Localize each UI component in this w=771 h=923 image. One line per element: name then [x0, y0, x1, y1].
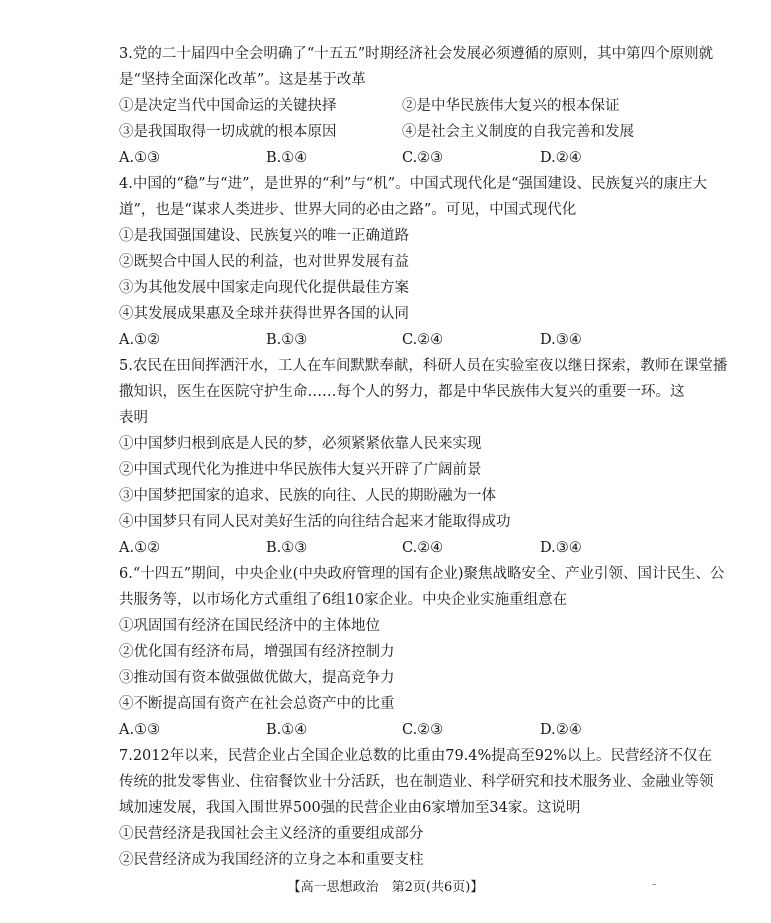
question-3-statement-2: ②是中华民族伟大复兴的根本保证	[402, 98, 620, 114]
question-6-option-c: C.②③	[402, 722, 444, 738]
question-3-option-a: A.①③	[119, 150, 161, 166]
question-3-statement-4: ④是社会主义制度的自我完善和发展	[402, 124, 634, 140]
question-5-option-c: C.②④	[402, 540, 444, 556]
question-6-option-a: A.①③	[119, 722, 161, 738]
question-3-stem-line-1: 3.党的二十届四中全会明确了“十五五”时期经济社会发展必须遵循的原则，其中第四个原则就	[119, 46, 714, 62]
question-5-statement-2: ②中国式现代化为推进中华民族伟大复兴开辟了广阔前景	[119, 462, 482, 478]
question-4-stem-line-1: 4.中国的“稳”与“进”，是世界的“利”与“机”。中国式现代化是“强国建设、民族复兴的康庄大	[119, 176, 708, 192]
question-5-option-d: D.③④	[540, 540, 582, 556]
question-3-statement-3: ③是我国取得一切成就的根本原因	[119, 124, 337, 140]
question-5-statement-4: ④中国梦只有同人民对美好生活的向往结合起来才能取得成功	[119, 514, 511, 530]
question-5-option-a: A.①②	[119, 540, 161, 556]
question-7-stem-line-2: 传统的批发零售业、住宿餐饮业十分活跃，也在制造业、科学研究和技术服务业、金融业等领	[119, 774, 714, 790]
question-6-stem-line-2: 共服务等，以市场化方式重组了6组10家企业。中央企业实施重组意在	[119, 592, 568, 608]
question-6-statement-3: ③推动国有资本做强做优做大，提高竞争力	[119, 670, 395, 686]
question-4-statement-4: ④其发展成果惠及全球并获得世界各国的认同	[119, 306, 409, 322]
question-4-option-c: C.②④	[402, 332, 444, 348]
question-5-option-b: B.①③	[266, 540, 308, 556]
question-6-stem-line-1: 6.“十四五”期间，中央企业(中央政府管理的国有企业)聚焦战略安全、产业引领、国计民生、公	[119, 566, 725, 582]
corner-mark: –	[652, 880, 657, 890]
question-3-option-d: D.②④	[540, 150, 582, 166]
question-7-statement-1: ①民营经济是我国社会主义经济的重要组成部分	[119, 826, 424, 842]
question-4-statement-1: ①是我国强国建设、民族复兴的唯一正确道路	[119, 228, 409, 244]
question-5-stem-line-1: 5.农民在田间挥洒汗水，工人在车间默默奉献，科研人员在实验室夜以继日探索，教师在课堂播	[119, 358, 728, 374]
question-6-statement-4: ④不断提高国有资产在社会总资产中的比重	[119, 696, 395, 712]
question-5-statement-3: ③中国梦把国家的追求、民族的向往、人民的期盼融为一体	[119, 488, 496, 504]
question-3-stem-line-2: 是“坚持全面深化改革”。这是基于改革	[119, 72, 366, 88]
question-3-option-c: C.②③	[402, 150, 444, 166]
question-4-option-b: B.①③	[266, 332, 308, 348]
question-5-stem-line-2: 撒知识，医生在医院守护生命……每个人的努力，都是中华民族伟大复兴的重要一环。这	[119, 384, 685, 400]
question-4-option-d: D.③④	[540, 332, 582, 348]
question-4-option-a: A.①②	[119, 332, 161, 348]
question-3-statement-1: ①是决定当代中国命运的关键抉择	[119, 98, 337, 114]
question-4-statement-2: ②既契合中国人民的利益，也对世界发展有益	[119, 254, 409, 270]
question-6-statement-1: ①巩固国有经济在国民经济中的主体地位	[119, 618, 380, 634]
question-4-statement-3: ③为其他发展中国家走向现代化提供最佳方案	[119, 280, 409, 296]
question-6-option-b: B.①④	[266, 722, 308, 738]
question-3-option-b: B.①④	[266, 150, 308, 166]
question-7-statement-2: ②民营经济成为我国经济的立身之本和重要支柱	[119, 852, 424, 868]
question-7-stem-line-1: 7.2012年以来，民营企业占全国企业总数的比重由79.4%提高至92%以上。民营经济不仅在	[119, 748, 713, 764]
question-6-option-d: D.②④	[540, 722, 582, 738]
question-4-stem-line-2: 道”，也是“谋求人类进步、世界大同的必由之路”。可见，中国式现代化	[119, 202, 577, 218]
question-5-stem-line-3: 表明	[119, 410, 148, 426]
page-footer: 【高一思想政治 第2页(共6页)】	[287, 880, 484, 895]
question-6-statement-2: ②优化国有经济布局，增强国有经济控制力	[119, 644, 395, 660]
question-5-statement-1: ①中国梦归根到底是人民的梦，必须紧紧依靠人民来实现	[119, 436, 482, 452]
question-7-stem-line-3: 域加速发展，我国入围世界500强的民营企业由6家增加至34家。这说明	[119, 800, 581, 816]
